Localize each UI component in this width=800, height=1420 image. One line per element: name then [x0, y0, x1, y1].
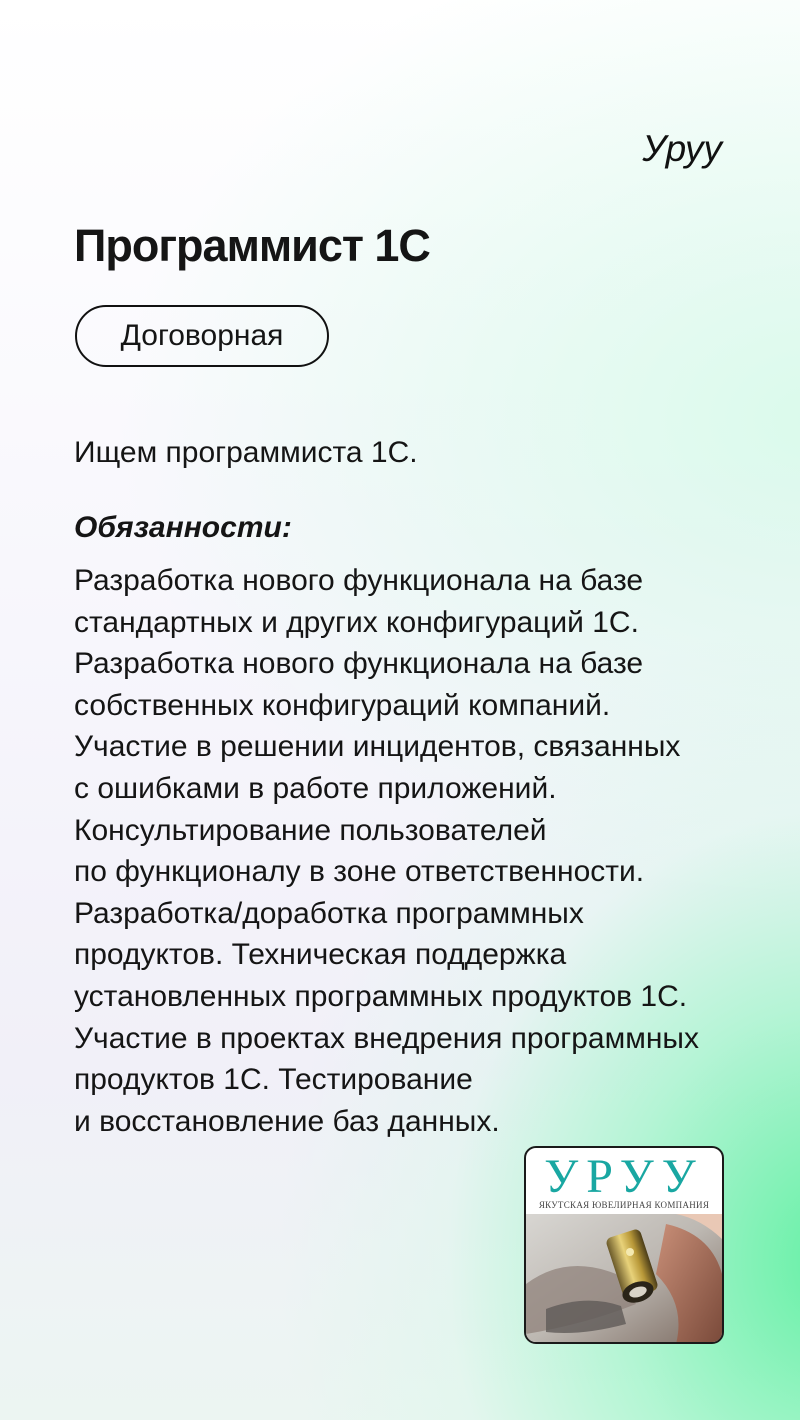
- jeweler-photo-icon: [526, 1214, 722, 1344]
- duties-line: установленных программных продуктов 1С.: [74, 979, 688, 1013]
- duties-line: с ошибками в работе приложений.: [74, 771, 557, 805]
- duties-line: продуктов 1С. Тестирование: [74, 1063, 473, 1097]
- duties-line: Участие в решении инцидентов, связанных: [74, 730, 681, 764]
- company-logo: [524, 1146, 724, 1344]
- duties-line: Участие в проектах внедрения программных: [74, 1021, 699, 1055]
- duties-line: собственных конфигураций компаний.: [74, 688, 611, 722]
- logo-tagline: ЯКУТСКАЯ ЮВЕЛИРНАЯ КОМПАНИЯ: [538, 1200, 710, 1210]
- duties-line: Разработка/доработка программных: [74, 896, 584, 930]
- duties-line: Разработка нового функционала на базе: [74, 564, 644, 597]
- duties-line: стандартных и других конфигураций 1С.: [74, 605, 639, 639]
- duties-list: [74, 560, 774, 1142]
- logo-name: УРУУ: [544, 1150, 704, 1203]
- duties-line: Консультирование пользователей: [74, 813, 547, 847]
- duties-line: продуктов. Техническая поддержка: [74, 938, 567, 972]
- duties-line: по функционалу в зоне ответственности.: [74, 855, 645, 889]
- duties-heading: Обязанности:: [74, 511, 292, 544]
- vacancy-intro: Ищем программиста 1С.: [74, 436, 418, 469]
- duties-line: Разработка нового функционала на базе: [74, 647, 644, 681]
- vacancy-title: Программист 1С: [74, 220, 430, 271]
- company-name: Уруу: [642, 128, 722, 169]
- duties-line: и восстановление баз данных.: [74, 1104, 500, 1138]
- salary-badge: Договорная: [75, 305, 329, 367]
